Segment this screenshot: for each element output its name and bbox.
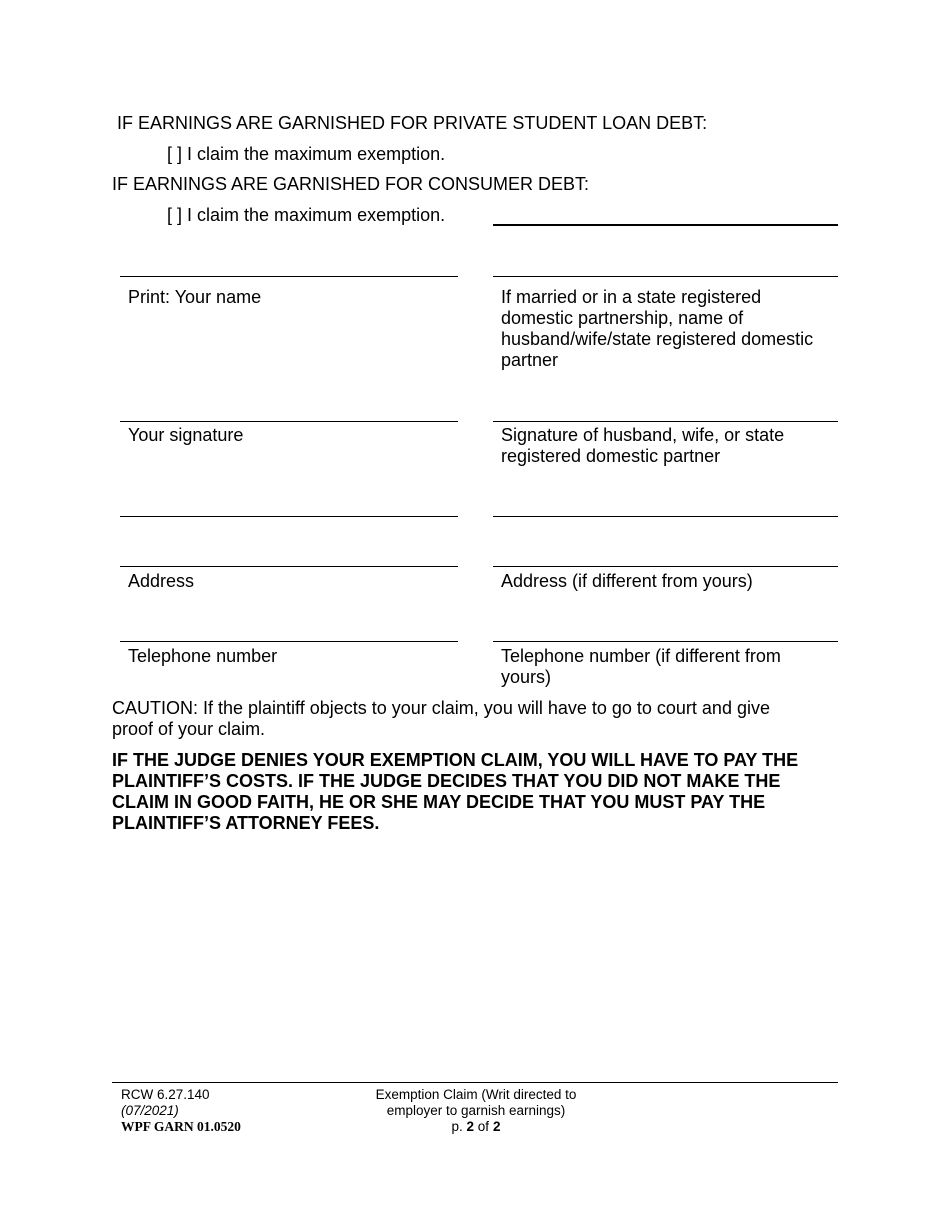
spouse-address-line-2[interactable] [493, 566, 838, 567]
spouse-telephone-line[interactable] [493, 641, 838, 642]
caution-text: CAUTION: If the plaintiff objects to your claim, you will have to go to court and give proof of your claim. [112, 698, 770, 739]
warning-text: IF THE JUDGE DENIES YOUR EXEMPTION CLAIM, YOU WILL HAVE TO PAY THE PLAINTIFF’S COSTS. IF THE JUDGE DECIDES THAT YOU DID NOT MAKE THE CLAIM IN GOOD FAITH, HE OR SHE MAY DECIDE THAT YOU MUST PAY THE PLAINTIFF’S ATTORNEY FEES. [112, 750, 799, 833]
spouse-telephone-label: Telephone number (if different from yours) [501, 646, 781, 687]
address-label: Address [128, 571, 195, 591]
student-loan-option [167, 144, 445, 165]
page-of: of [477, 1119, 490, 1134]
your-signature-label: Your signature [128, 425, 244, 445]
spouse-address-line-1[interactable] [493, 516, 838, 517]
page-prefix: p. [451, 1119, 463, 1134]
footer-form-number: WPF GARN 01.0520 [121, 1119, 241, 1134]
spouse-name-label: If married or in a state registered domestic partnership, name of husband/wife/state registered domestic partner [501, 287, 814, 370]
consumer-debt-option-label: I claim the maximum exemption. [187, 205, 446, 225]
consumer-debt-heading: IF EARNINGS ARE GARNISHED FOR CONSUMER DEBT: [112, 174, 590, 194]
student-loan-heading: IF EARNINGS ARE GARNISHED FOR PRIVATE STUDENT LOAN DEBT: [117, 113, 708, 133]
footer-statute: RCW 6.27.140 [121, 1087, 210, 1102]
spouse-signature-line[interactable] [493, 421, 838, 422]
your-address-line-1[interactable] [120, 516, 458, 517]
student-loan-checkbox[interactable]: [ ] [167, 144, 183, 164]
telephone-label: Telephone number [128, 646, 278, 666]
consumer-debt-option [167, 205, 445, 226]
telephone-line[interactable] [120, 641, 458, 642]
your-name-label: Print: Your name [128, 287, 262, 307]
your-address-line-2[interactable] [120, 566, 458, 567]
footer-divider [112, 1082, 838, 1083]
spouse-name-line[interactable] [493, 276, 838, 277]
footer-title-line2: employer to garnish earnings) [386, 1103, 566, 1118]
student-loan-option-label: I claim the maximum exemption. [187, 144, 446, 164]
spouse-signature-label: Signature of husband, wife, or state registered domestic partner [501, 425, 785, 466]
spouse-address-label: Address (if different from yours) [501, 571, 753, 591]
page-total: 2 [493, 1119, 501, 1134]
consumer-debt-blank-line[interactable] [493, 224, 838, 226]
page-current: 2 [466, 1119, 474, 1134]
consumer-debt-checkbox[interactable]: [ ] [167, 205, 183, 225]
your-name-line[interactable] [120, 276, 458, 277]
footer-title-line1: Exemption Claim (Writ directed to [375, 1087, 577, 1102]
footer-revision: (07/2021) [121, 1103, 179, 1118]
footer-page-number [326, 1119, 626, 1135]
your-signature-line[interactable] [120, 421, 458, 422]
